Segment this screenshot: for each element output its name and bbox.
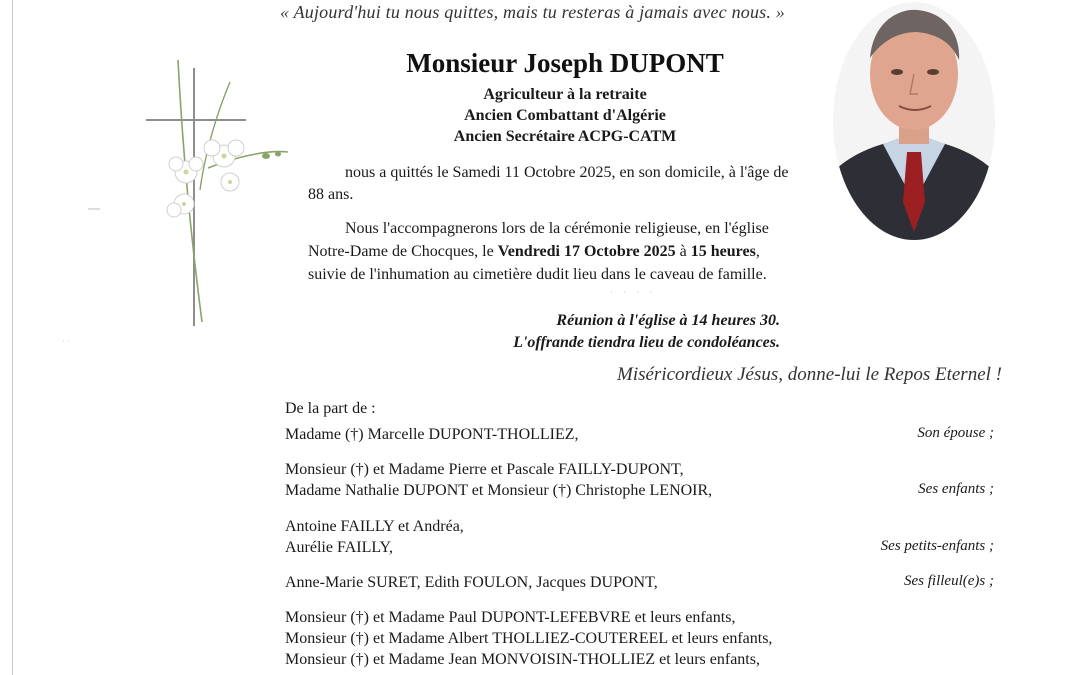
scan-specks: · · · · xyxy=(610,287,657,297)
title-line: Ancien Secrétaire ACPG-CATM xyxy=(453,128,677,145)
family-child-name: Madame Nathalie DUPONT et Monsieur (†) Christophe LENOIR, xyxy=(285,482,713,499)
ceremony-details: Nous l'accompagnerons lors de la cérémonie religieuse, en l'église Notre-Dame de Chocques, le Vendredi 17 Octobre 2025 à 15 heures, suivie de l'inhumation au cimetière dudit lieu dans le caveau de famille. xyxy=(308,220,769,283)
family-child-name: Monsieur (†) et Madame Pierre et Pascale FAILLY-DUPONT, xyxy=(285,461,684,478)
family-intro: De la part de : xyxy=(285,400,376,417)
family-grandchild-name: Aurélie FAILLY, xyxy=(285,539,394,556)
meeting-line: L'offrande tiendra lieu de condoléances. xyxy=(513,334,780,351)
meeting-line: Réunion à l'église à 14 heures 30. xyxy=(556,312,780,329)
meeting-info xyxy=(460,310,780,354)
title-line: Agriculteur à la retraite xyxy=(483,86,647,103)
family-grandchild-name: Antoine FAILLY et Andréa, xyxy=(285,518,464,535)
relation-spouse: Son épouse ; xyxy=(917,425,994,441)
family-other-name: Monsieur (†) et Madame Paul DUPONT-LEFEBVRE et leurs enfants, xyxy=(285,609,736,626)
family-godchildren-names: Anne-Marie SURET, Edith FOULON, Jacques DUPONT, xyxy=(285,574,658,591)
ceremony-date: Vendredi 17 Octobre 2025 xyxy=(497,243,676,260)
page-left-border xyxy=(12,0,13,675)
family-spouse-name: Madame (†) Marcelle DUPONT-THOLLIEZ, xyxy=(285,426,579,443)
relation-godchildren: Ses filleul(e)s ; xyxy=(904,573,994,589)
quote-top: « Aujourd'hui tu nous quittes, mais tu resteras à jamais avec nous. » xyxy=(280,2,785,22)
scan-mark xyxy=(88,208,100,210)
family-other-name: Monsieur (†) et Madame Albert THOLLIEZ-COUTEREEL et leurs enfants, xyxy=(285,630,773,647)
relation-grandchildren: Ses petits-enfants ; xyxy=(880,538,994,554)
prayer-line: Miséricordieux Jésus, donne-lui le Repos Eternel ! xyxy=(617,364,1002,385)
death-announcement: nous a quittés le Samedi 11 Octobre 2025, en son domicile, à l'âge de 88 ans. xyxy=(308,164,789,203)
relation-children: Ses enfants ; xyxy=(918,481,994,497)
deceased-titles xyxy=(330,84,800,147)
cross-orchid-illustration xyxy=(138,60,298,330)
scan-dots: · · xyxy=(62,336,71,346)
deceased-name: Monsieur Joseph DUPONT xyxy=(406,48,724,78)
family-other-name: Monsieur (†) et Madame Jean MONVOISIN-THOLLIEZ et leurs enfants, xyxy=(285,651,760,668)
ceremony-time: 15 heures xyxy=(690,243,756,260)
portrait-photo xyxy=(833,2,995,240)
title-line: Ancien Combattant d'Algérie xyxy=(464,107,666,124)
